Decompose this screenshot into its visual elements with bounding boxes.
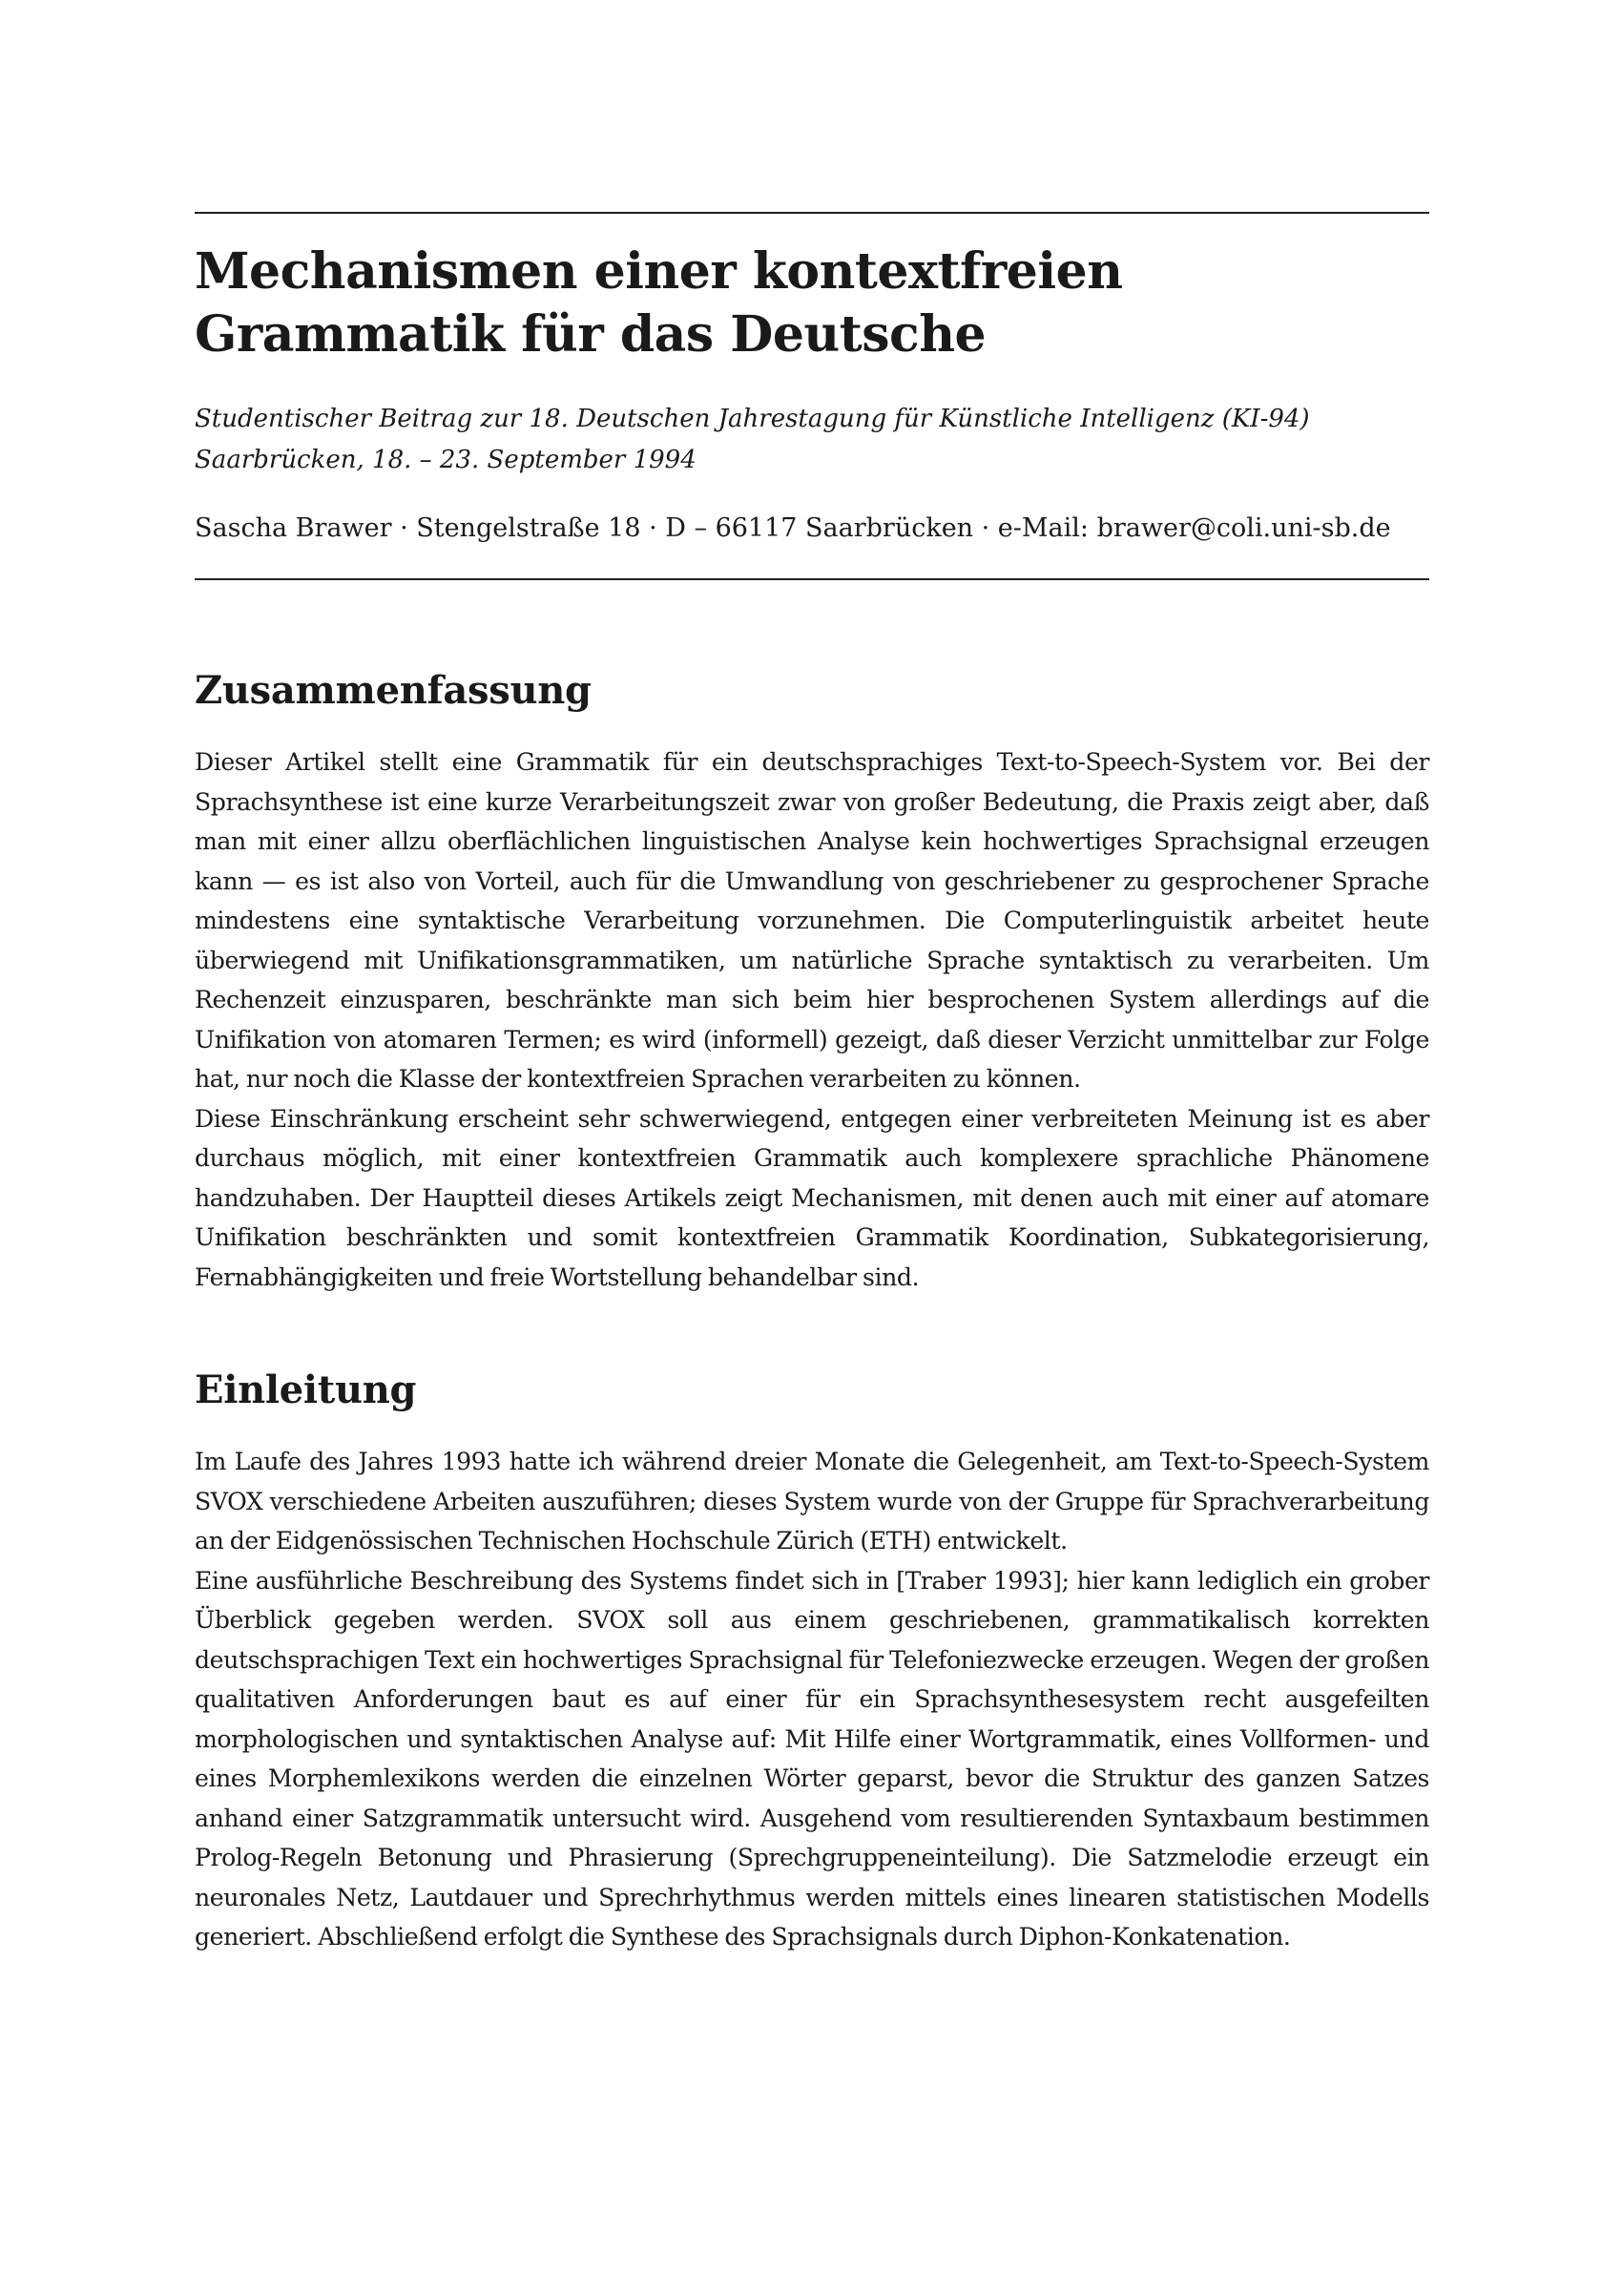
top-rule — [195, 212, 1429, 214]
section-heading-abstract: Zusammenfassung — [195, 668, 592, 713]
section-heading-introduction: Einleitung — [195, 1367, 417, 1412]
title-line-1: Mechanismen einer kontextfreien — [195, 242, 1123, 301]
title-line-2: Grammatik für das Deutsche — [195, 305, 987, 364]
introduction-paragraph-1: Im Laufe des Jahres 1993 hatte ich während dreier Monate die Gelegenheit, am Text-to-Speech-System SVOX verschiedene Arbeiten auszuführen; dieses System wurde von der Gruppe für Sprachverarbeitung an der Eidgenössischen Technischen Hochschule Zürich (ETH) entwickelt. — [195, 1448, 1429, 1555]
subtitle-line-1: Studentischer Beitrag zur 18. Deutschen Jahrestagung für Künstliche Intelligenz (KI-94) — [195, 405, 1310, 433]
paper-title — [195, 240, 1429, 366]
author-line: Sascha Brawer · Stengelstraße 18 · D – 66117 Saarbrücken · e-Mail: brawer@coli.uni-sb.de — [195, 513, 1391, 543]
paper-subtitle — [195, 399, 1429, 481]
introduction-paragraph-2: Eine ausführliche Beschreibung des Systems findet sich in [Traber 1993]; hier kann lediglich ein grober Überblick gegeben werden. SVOX soll aus einem geschriebenen, grammatikalisch korrekten deutschsprachigen Text ein hochwertiges Sprachsignal für Telefoniezwecke erzeugen. Wegen der großen qualitativen Anforderungen baut es auf einer für ein Sprachsynthesesystem recht ausgefeilten morphologischen und syntaktischen Analyse auf: Mit Hilfe einer Wortgrammatik, eines Vollformen- und eines Morphemlexikons werden die einzelnen Wörter geparst, bevor die Struktur des ganzen Satzes anhand einer Satzgrammatik untersucht wird. Ausgehend vom resultierenden Syntaxbaum bestimmen Prolog-Regeln Betonung und Phrasierung (Sprechgruppeneinteilung). Die Satzmelodie erzeugt ein neuronales Netz, Lautdauer und Sprechrhythmus werden mittels eines linearen statistischen Modells generiert. Abschließend erfolgt die Synthese des Sprachsignals durch Diphon-Konkatenation. — [195, 1566, 1429, 1951]
subtitle-line-2: Saarbrücken, 18. – 23. September 1994 — [195, 446, 697, 474]
abstract-paragraph-2: Diese Einschränkung erscheint sehr schwerwiegend, entgegen einer verbreiteten Meinung ist es aber durchaus möglich, mit einer kontextfreien Grammatik auch komplexere sprachliche Phänomene handzuhaben. Der Hauptteil dieses Artikels zeigt Mechanismen, mit denen auch mit einer auf atomare Unifikation beschränkten und somit kontextfreien Grammatik Koordination, Subkategorisierung, Fernabhängigkeiten und freie Wortstellung behandelbar sind. — [195, 1104, 1429, 1291]
abstract-paragraph-1: Dieser Artikel stellt eine Grammatik für ein deutschsprachiges Text-to-Speech-System vor. Bei der Sprachsynthese ist eine kurze Verarbeitungszeit zwar von großer Bedeutung, die Praxis zeigt aber, daß man mit einer allzu oberflächlichen linguistischen Analyse kein hochwertiges Sprachsignal erzeugen kann — es ist also von Vorteil, auch für die Umwandlung von geschriebener zu gesprochener Sprache mindestens eine syntaktische Verarbeitung vorzunehmen. Die Computerlinguistik arbeitet heute überwiegend mit Unifikationsgrammatiken, um natürliche Sprache syntaktisch zu verarbeiten. Um Rechenzeit einzusparen, beschränkte man sich beim hier besprochenen System allerdings auf die Unifikation von atomaren Termen; es wird (informell) gezeigt, daß dieser Verzicht unmittelbar zur Folge hat, nur noch die Klasse der kontextfreien Sprachen verarbeiten zu können. — [195, 748, 1429, 1093]
paper-page — [195, 212, 1429, 1957]
bottom-rule — [195, 578, 1429, 580]
